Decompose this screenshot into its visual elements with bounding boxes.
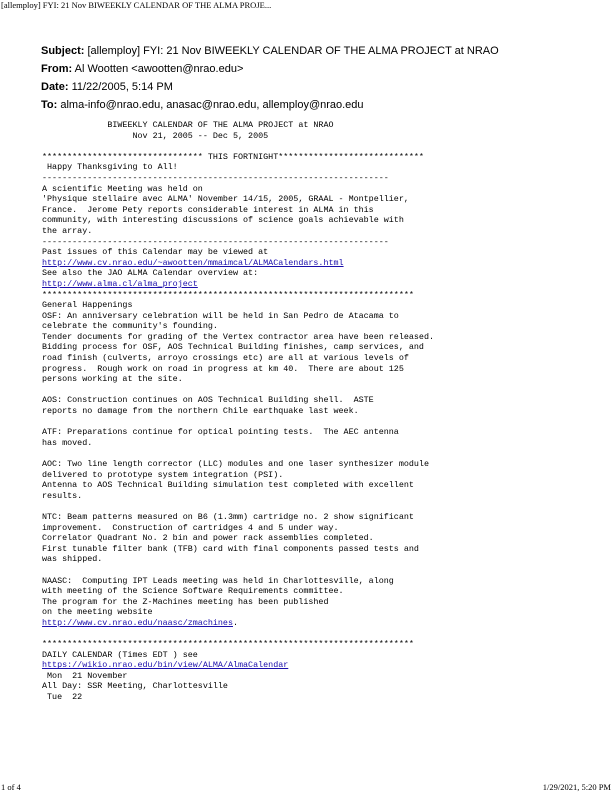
- section-heading: General Happenings: [42, 300, 133, 311]
- science-line: 'Physique stellaire avec ALMA' November 14/15, 2005, GRAAL - Montpellier,: [42, 194, 409, 205]
- aoc-line: results.: [42, 490, 83, 501]
- osf-line: celebrate the community's founding.: [42, 321, 218, 332]
- page-number: 1 of 4: [1, 782, 21, 792]
- osf-line: persons working at the site.: [42, 374, 183, 385]
- calendar-event: All Day: SSR Meeting, Charlottesville: [42, 681, 228, 692]
- aoc-line: AOC: Two line length corrector (LLC) modules and one laser synthesizer module: [42, 459, 429, 469]
- print-header-title: [allemploy] FYI: 21 Nov BIWEEKLY CALENDAR OF THE ALMA PROJE...: [1, 0, 272, 10]
- blank-line: [42, 417, 47, 427]
- aoc-line: delivered to prototype system integration (PSI).: [42, 469, 284, 480]
- date-label: Date:: [41, 81, 69, 93]
- past-issues-line: Past issues of this Calendar may be viewed at: [42, 247, 269, 258]
- past-issues-link[interactable]: http://www.cv.nrao.edu/~awootten/mmaimcal/ALMACalendars.html: [42, 257, 344, 268]
- osf-line: progress. Rough work on road in progress at km 40. There are about 125: [42, 363, 404, 374]
- osf-line: OSF: An anniversary celebration will be held in San Pedro de Atacama to: [42, 310, 399, 321]
- osf-line: Tender documents for grading of the Vertex contractor area have been released.: [42, 331, 435, 342]
- blank-line: [42, 141, 47, 151]
- to-row: [41, 96, 499, 114]
- science-line: France. Jerome Pety reports considerable interest in ALMA in this: [42, 204, 374, 215]
- jao-line: See also the JAO ALMA Calendar overview at:: [42, 268, 259, 279]
- daily-calendar-link[interactable]: https://wikio.nrao.edu/bin/view/ALMA/AlmaCalendar: [42, 660, 289, 671]
- star-divider: **************************************************************************: [42, 289, 414, 300]
- zmachines-link[interactable]: http://www.cv.nrao.edu/naasc/zmachines: [42, 617, 233, 628]
- from-value: Al Wootten <awootten@nrao.edu>: [74, 63, 244, 75]
- print-datetime: 1/29/2021, 5:20 PM: [542, 782, 611, 792]
- naasc-line: on the meeting website: [42, 607, 153, 618]
- aoc-line: Antenna to AOS Technical Building simulation test completed with excellent: [42, 480, 414, 491]
- thanksgiving-line: Happy Thanksgiving to All!: [42, 162, 178, 173]
- email-body: [42, 120, 602, 703]
- calendar-dates: Nov 21, 2005 -- Dec 5, 2005: [42, 130, 269, 141]
- naasc-line: The program for the Z-Machines meeting has been published: [42, 596, 329, 607]
- blank-line: [42, 385, 47, 395]
- jao-link[interactable]: http://www.alma.cl/alma_project: [42, 278, 198, 289]
- science-line: the array.: [42, 225, 93, 236]
- daily-calendar-line: DAILY CALENDAR (Times EDT ) see: [42, 649, 198, 660]
- fortnight-banner: ******************************** THIS FORTNIGHT*****************************: [42, 151, 424, 162]
- calendar-title: BIWEEKLY CALENDAR OF THE ALMA PROJECT at NRAO: [42, 120, 334, 130]
- divider: ---------------------------------------------------------------------: [42, 236, 389, 247]
- subject-value: [allemploy] FYI: 21 Nov BIWEEKLY CALENDAR OF THE ALMA PROJECT at NRAO: [87, 45, 499, 57]
- naasc-line: with meeting of the Science Software Requirements committee.: [42, 586, 344, 597]
- blank-line: [42, 565, 47, 575]
- from-row: [41, 60, 499, 78]
- subject-label: Subject:: [41, 45, 85, 57]
- from-label: From:: [41, 63, 73, 75]
- aos-line: AOS: Construction continues on AOS Technical Building shell. ASTE: [42, 395, 374, 406]
- email-headers: [41, 42, 499, 114]
- date-row: [41, 78, 499, 96]
- blank-line: [42, 448, 47, 458]
- atf-line: ATF: Preparations continue for optical pointing tests. The AEC antenna: [42, 427, 399, 438]
- blank-line: [42, 629, 47, 639]
- ntc-line: was shipped.: [42, 554, 103, 565]
- calendar-day: Tue 22: [42, 692, 83, 703]
- naasc-line: NAASC: Computing IPT Leads meeting was held in Charlottesville, along: [42, 575, 394, 586]
- science-line: community, with interesting discussions of science goals achievable with: [42, 215, 404, 226]
- subject-row: [41, 42, 499, 60]
- date-value: 11/22/2005, 5:14 PM: [71, 81, 173, 93]
- science-line: A scientific Meeting was held on: [42, 183, 203, 194]
- to-label: To:: [41, 99, 58, 111]
- osf-line: Bidding process for OSF, AOS Technical Building finishes, camp services, and: [42, 342, 424, 353]
- osf-line: road finish (culverts, arroyo crossings etc) are all at various levels of: [42, 353, 409, 364]
- ntc-line: NTC: Beam patterns measured on B6 (1.3mm) cartridge no. 2 show significant: [42, 511, 414, 522]
- star-divider: **************************************************************************: [42, 639, 414, 650]
- ntc-line: Correlator Quadrant No. 2 bin and power rack assemblies completed.: [42, 533, 374, 544]
- atf-line: has moved.: [42, 437, 93, 448]
- calendar-day: Mon 21 November: [42, 670, 128, 681]
- ntc-line: First tunable filter bank (TFB) card with final components passed tests and: [42, 543, 419, 554]
- blank-line: [42, 501, 47, 511]
- ntc-line: improvement. Construction of cartridges 4 and 5 under way.: [42, 522, 339, 533]
- aos-line: reports no damage from the northern Chile earthquake last week.: [42, 406, 359, 417]
- divider: ---------------------------------------------------------------------: [42, 172, 389, 183]
- zmachines-period: .: [232, 617, 239, 628]
- to-value: alma-info@nrao.edu, anasac@nrao.edu, allemploy@nrao.edu: [60, 99, 364, 111]
